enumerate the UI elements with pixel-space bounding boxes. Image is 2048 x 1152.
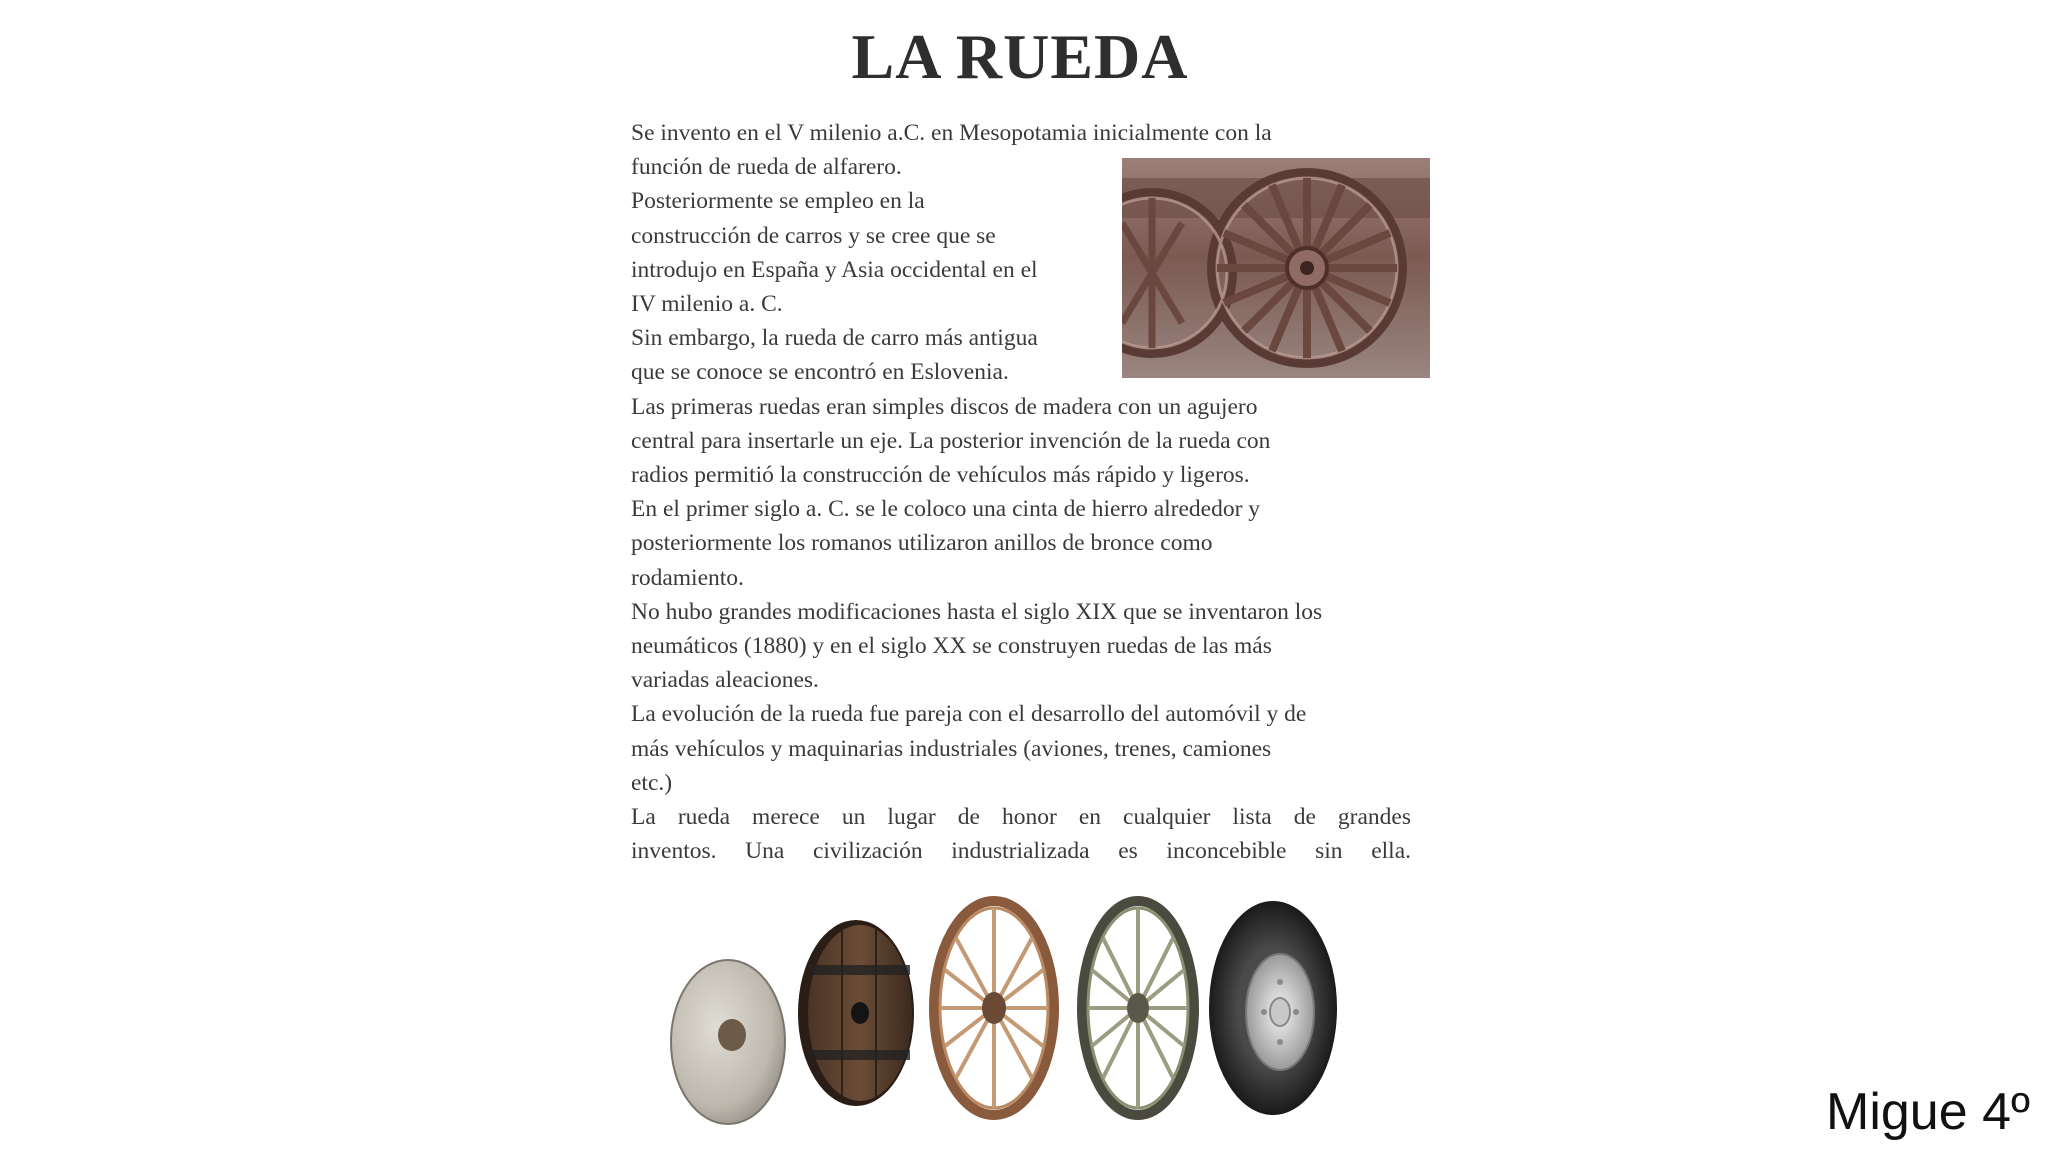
text-line: IV milenio a. C. <box>631 291 783 318</box>
text-line: etc.) <box>631 769 673 796</box>
author-signature: Migue 4º <box>1826 1083 2030 1141</box>
text-line: que se conoce se encontró en Eslovenia. <box>631 359 1009 386</box>
text-line: central para insertarle un eje. La posterior invención de la rueda con <box>631 427 1271 454</box>
page-title <box>0 20 2048 94</box>
spoked-wooden-wheel-icon <box>934 901 1054 1115</box>
wheel-evolution-svg <box>660 890 1360 1130</box>
text-line: construcción de carros y se cree que se <box>631 222 996 249</box>
text-line: No hubo grandes modificaciones hasta el siglo XIX que se inventaron los <box>631 598 1323 625</box>
text-line: rodamiento. <box>631 564 744 591</box>
plank-wheel-icon <box>798 920 914 1106</box>
text-line: radios permitió la construcción de vehículos más rápido y ligeros. <box>631 462 1250 489</box>
text-line: Posteriormente se empleo en la <box>631 188 925 215</box>
text-line: posteriormente los romanos utilizaron anillos de bronce como <box>631 530 1213 557</box>
text-line: más vehículos y maquinarias industriales (aviones, trenes, camiones <box>631 735 1272 762</box>
page-title-text: LA RUEDA <box>851 21 1189 92</box>
rubber-tire-icon <box>1209 901 1337 1115</box>
text-line: función de rueda de alfarero. <box>631 154 902 181</box>
text-line: En el primer siglo a. C. se le coloco una cinta de hierro alrededor y <box>631 496 1261 523</box>
text-line: La evolución de la rueda fue pareja con el desarrollo del automóvil y de <box>631 701 1307 728</box>
text-line: Se invento en el V milenio a.C. en Mesopotamia inicialmente con la <box>631 120 1272 146</box>
text-line: variadas aleaciones. <box>631 667 819 694</box>
text-line: Sin embargo, la rueda de carro más antigua <box>631 325 1038 352</box>
text-line: neumáticos (1880) y en el siglo XX se construyen ruedas de las más <box>631 633 1272 660</box>
stone-wheel-icon <box>671 960 785 1124</box>
wheel-evolution-illustration <box>660 890 1360 1130</box>
text-line: Las primeras ruedas eran simples discos de madera con un agujero <box>631 393 1258 420</box>
text-line: inventos. Una civilización industrializada es inconcebible sin ella. <box>631 838 1411 865</box>
text-line: La rueda merece un lugar de honor en cualquier lista de grandes <box>631 804 1411 831</box>
spoked-metal-wheel-icon <box>1082 901 1194 1115</box>
text-line: introdujo en España y Asia occidental en el <box>631 256 1038 283</box>
article-body <box>631 116 1411 868</box>
